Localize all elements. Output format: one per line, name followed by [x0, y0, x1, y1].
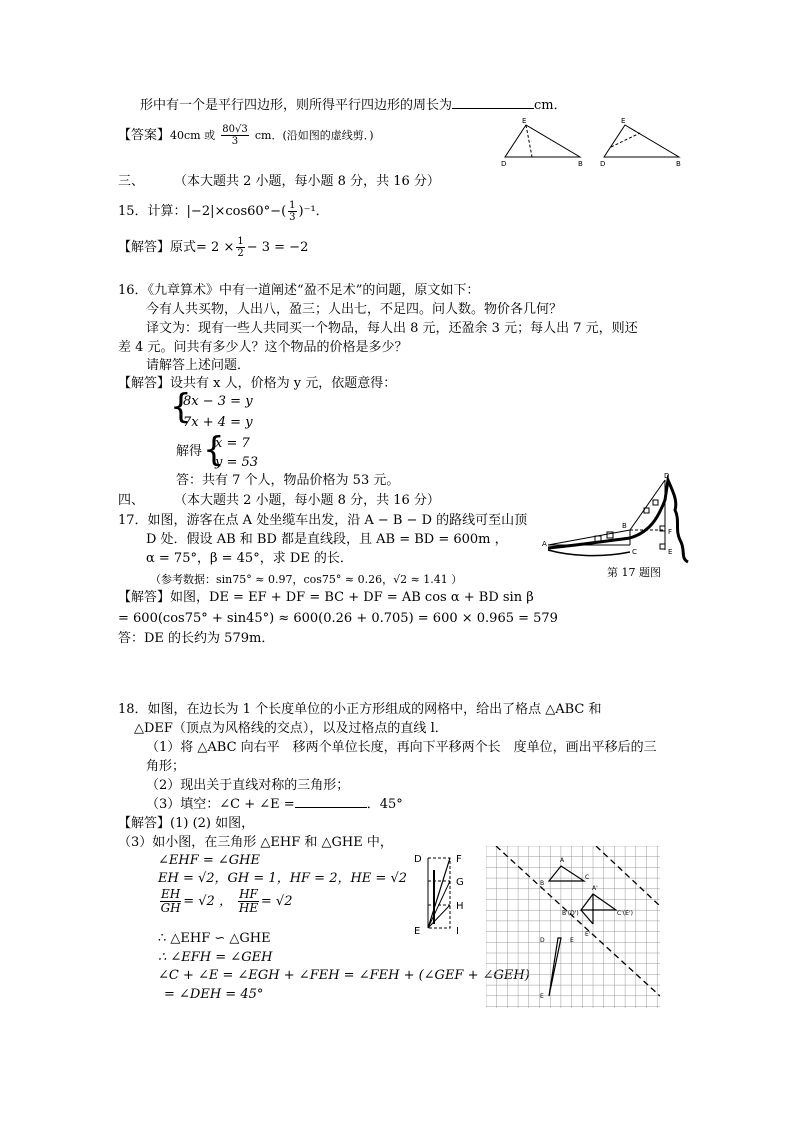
- q16-title: 16．《九章算术》中有一道阐述“盈不足术”的问题，原文如下：: [118, 283, 480, 298]
- svg-text:B: B: [622, 522, 627, 530]
- q18-step-4: ∴ △EHF ∽ △GHE: [158, 931, 271, 946]
- q18-solution-3: （3）如小图，在三角形 △EHF 和 △GHE 中，: [118, 835, 393, 850]
- svg-text:F: F: [668, 528, 673, 536]
- svg-text:E: E: [522, 117, 527, 125]
- q16-original: 今有人共买物，人出八，盈三；人出七，不足四。问人数。物价各几何？: [146, 302, 563, 317]
- q15-text: 15．计算：|−2|×cos60°−( $\frac{1}{3}$ )⁻¹．: [118, 200, 329, 223]
- q18-step-6: ∠C + ∠E = ∠EGH + ∠FEH = ∠FEH + (∠GEF + ∠GEH): [158, 968, 530, 983]
- grid-translation-figure: [486, 846, 660, 1008]
- svg-text:E': E': [585, 931, 591, 938]
- q18-solution-intro: 【解答】(1) (2) 如图，: [118, 816, 255, 831]
- svg-text:H: H: [456, 901, 464, 912]
- q18-item-3: （3）填空：∠C + ∠E = ．45°: [146, 797, 403, 812]
- svg-text:E: E: [570, 937, 574, 944]
- q17-reference: （参考数据：sin75° ≈ 0.97，cos75° ≈ 0.26，√2 ≈ 1.41 ）: [150, 573, 463, 586]
- grid-lines: [486, 846, 660, 1008]
- svg-text:A: A: [542, 540, 547, 548]
- svg-text:E: E: [668, 548, 673, 556]
- svg-text:B: B: [540, 880, 545, 887]
- q18-step-1: ∠EHF = ∠GHE: [158, 853, 261, 868]
- mountain-cable-car-figure: [540, 470, 700, 580]
- svg-text:F: F: [456, 854, 462, 865]
- svg-text:D: D: [540, 937, 545, 944]
- svg-text:E: E: [540, 993, 544, 1000]
- q17-line-2: D 处．假设 AB 和 BD 都是直线段，且 AB = BD = 600m ，: [146, 532, 508, 547]
- svg-text:I: I: [456, 926, 459, 937]
- result-brace: {: [203, 430, 225, 470]
- q16-answer: 答：共有 7 个人，物品价格为 53 元。: [176, 473, 400, 488]
- q17-answer: 答：DE 的长约为 579m．: [118, 631, 275, 646]
- svg-text:B'(D'): B'(D'): [562, 910, 579, 917]
- q17-line-1: 17．如图，游客在点 A 处坐缆车出发，沿 A − B − D 的路线可至山顶: [118, 513, 528, 528]
- svg-text:E: E: [621, 117, 626, 125]
- q16-translation-1: 译文为：现有一些人共同买一个物品，每人出 8 元，还盈余 3 元；每人出 7 元，则还: [146, 321, 638, 336]
- svg-text:D: D: [501, 160, 507, 168]
- q18-item-1b: 角形；: [146, 759, 186, 774]
- svg-text:D: D: [664, 472, 670, 480]
- svg-text:C'(E'): C'(E'): [617, 910, 633, 917]
- answer-line: 【答案】40cm 或 $\frac{80√3}{3}$ cm．(沿如图的虚线剪．): [118, 124, 374, 147]
- equation-2: 7x + 4 = y: [183, 415, 253, 430]
- equation-brace: {: [170, 387, 192, 427]
- q15-solution: 【解答】原式= 2 × $\frac{1}{2}$ − 3 = −2: [118, 236, 309, 259]
- section-4-heading: 四、 （本大题共 2 小题，每小题 8 分，共 16 分）: [118, 493, 440, 508]
- svg-text:B: B: [578, 160, 583, 168]
- q16-solution-intro: 【解答】设共有 x 人，价格为 y 元，依题意得：: [118, 376, 397, 391]
- q18-step-2: EH = √2，GH = 1，HF = 2，HE = √2: [158, 871, 408, 886]
- equation-1: 8x − 3 = y: [183, 394, 253, 409]
- q16-translation-2: 差 4 元。问共有多少人？这个物品的价格是多少？: [118, 340, 408, 355]
- q18-item-2: （2）现出关于直线对称的三角形；: [146, 778, 350, 793]
- svg-text:A': A': [592, 885, 598, 892]
- svg-text:C: C: [585, 874, 590, 881]
- q18-step-3: $\frac{EH}{GH}$ = √2 ， $\frac{HF}{HE}$ = √2: [160, 887, 293, 915]
- svg-text:D: D: [414, 854, 422, 865]
- svg-text:G: G: [456, 877, 464, 888]
- triangle-cut-figures: [500, 115, 690, 170]
- svg-text:D: D: [600, 160, 606, 168]
- result-1: x = 7: [215, 436, 250, 451]
- svg-text:B: B: [676, 160, 681, 168]
- q18-line-2: △DEF（顶点为风格线的交点），以及过格点的直线 l．: [134, 721, 448, 736]
- q17-solution-2: = 600(cos75° + sin45°) ≈ 600(0.26 + 0.705) = 600 × 0.965 = 579: [118, 611, 558, 626]
- q17-caption: 第 17 题图: [607, 566, 661, 579]
- q18-step-5: ∴ ∠EFH = ∠GEH: [158, 950, 273, 965]
- section-3-heading: 三、 （本大题共 2 小题，每小题 8 分，共 16 分）: [118, 174, 440, 189]
- q17-line-3: α = 75°，β = 45°，求 DE 的长．: [146, 551, 353, 566]
- q18-line-1: 18．如图，在边长为 1 个长度单位的小正方形组成的网格中，给出了格点 △ABC 和: [118, 702, 602, 717]
- q17-solution-1: 【解答】如图，DE = EF + DF = BC + DF = AB cos α + BD sin β: [118, 590, 534, 605]
- q18-step-7: = ∠DEH = 45°: [164, 987, 264, 1002]
- q16-ask: 请解答上述问题．: [146, 358, 251, 373]
- result-2: y = 53: [215, 455, 259, 470]
- small-similar-triangle-figure: [410, 850, 480, 940]
- fill-question: 形中有一个是平行四边形，则所得平行四边形的周长为 cm．: [140, 98, 567, 113]
- svg-text:A: A: [560, 857, 565, 864]
- q18-item-1a: （1）将 △ABC 向右平 移两个单位长度，再向下平移两个长 度单位，画出平移后的三: [146, 740, 657, 755]
- svg-text:C: C: [632, 548, 637, 556]
- solve-label: 解得: [176, 444, 203, 459]
- svg-text:E: E: [414, 926, 421, 937]
